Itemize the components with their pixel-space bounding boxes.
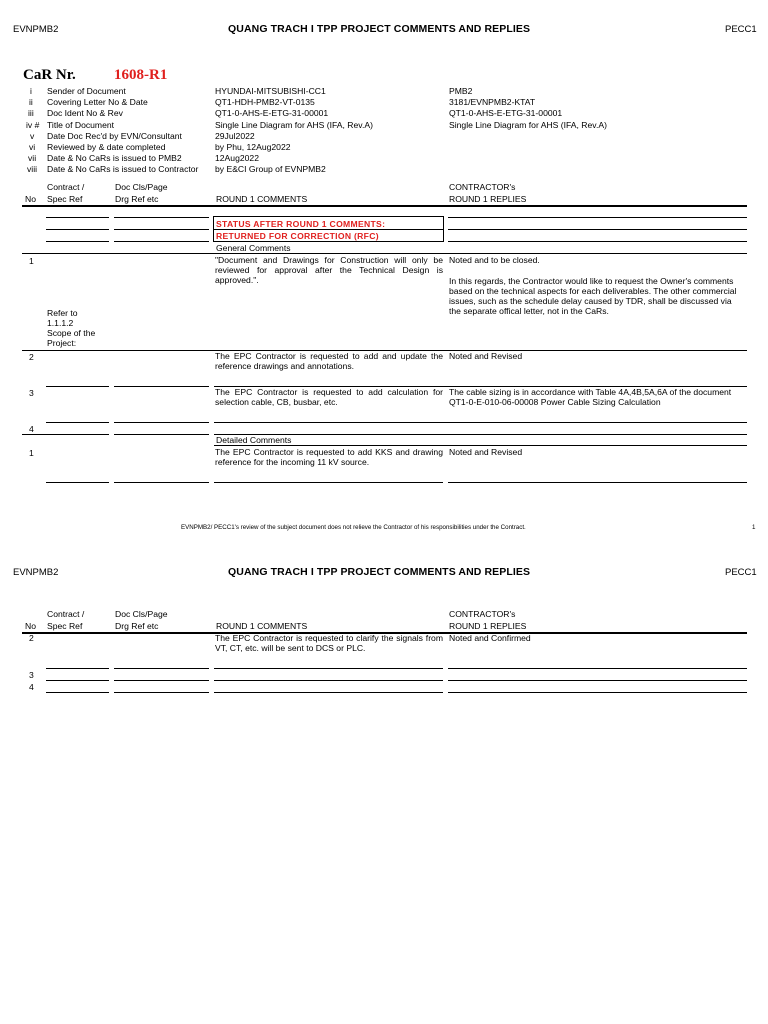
row-line [114,434,209,435]
row-line [214,422,747,423]
info-num: viii [27,164,38,174]
row-line [22,434,109,435]
row-line [22,253,747,254]
info-label: Date & No CaRs is issued to Contractor [47,164,199,174]
row-line [46,386,109,387]
footer-note: EVNPMB2/ PECC1's review of the subject document does not relieve the Contractor of his responsibilities under the Contract. [181,524,526,531]
header-rule [22,205,747,207]
status-value: RETURNED FOR CORRECTION (RFC) [216,231,379,241]
info-num: i [30,86,32,96]
col-doc-line1: Doc Cls/Page [115,609,168,619]
row-line [448,692,747,693]
row-line [46,217,109,218]
row-line [448,217,747,218]
col-replies-line1: CONTRACTOR's [449,609,516,619]
row-line [114,668,209,669]
row-no: 4 [29,682,34,692]
row-no: 4 [29,424,34,434]
row-line [46,692,109,693]
reply-text: Noted and Revised [449,351,523,361]
col-no: No [25,194,36,204]
info-value: 12Aug2022 [215,153,259,163]
col-replies-line2: ROUND 1 REPLIES [449,194,527,204]
info-value: QT1-0-AHS-E-ETG-31-00001 [215,108,329,118]
col-contract-line2: Spec Ref [47,621,83,631]
row-line [448,668,747,669]
info-num: v [30,131,35,141]
col-doc-line1: Doc Cls/Page [115,182,168,192]
col-no: No [25,621,36,631]
comment-text: The EPC Contractor is requested to add and update the reference drawings and annotations. [215,351,443,371]
row-line [214,668,443,669]
col-contract-line1: Contract / [47,609,85,619]
info-label: Date & No CaRs is issued to PMB2 [47,153,182,163]
comment-text: The EPC Contractor is requested to add calculation for selection cable, CB, busbar, etc. [215,387,443,407]
comment-text: The EPC Contractor is requested to add KKS and drawing reference for the incoming 11 kV source. [215,447,443,467]
info-num: iii [28,108,34,118]
row-line [46,482,109,483]
row-no: 1 [29,256,34,266]
reply-text: Noted and Revised [449,447,523,457]
reply-text: In this regards, the Contractor would like to request the Owner's comments based on the technical aspects for each deliverables. The other commercial issues, such as the schedule delay caused by TDR, shall be discussed via the separate offical letter, not in the CaRs. [449,276,737,316]
row-line [46,229,109,230]
page-number: 1 [752,524,756,531]
row-line [114,241,209,242]
reply-text: Noted and to be closed. [449,255,540,265]
info-value: Single Line Diagram for AHS (IFA, Rev.A) [215,120,373,130]
row-line [114,680,209,681]
row-line [114,386,209,387]
info-value: 29Jul2022 [215,131,255,141]
row-line [214,434,747,435]
col-contract-line1: Contract / [47,182,85,192]
info-num: ii [29,97,33,107]
info-value: by E&CI Group of EVNPMB2 [215,164,326,174]
status-title: STATUS AFTER ROUND 1 COMMENTS: [216,219,386,229]
col-contract-line2: Spec Ref [47,194,83,204]
row-line [114,217,209,218]
info-value-2: PMB2 [449,86,473,96]
info-value: HYUNDAI-MITSUBISHI-CC1 [215,86,326,96]
row-line [448,680,747,681]
info-label: Title of Document [47,120,115,130]
col-replies-line1: CONTRACTOR's [449,182,516,192]
spec-ref: Refer to 1.1.1.2 Scope of the Project: [47,308,96,348]
col-replies-line2: ROUND 1 REPLIES [449,621,527,631]
info-label: Sender of Document [47,86,126,96]
row-no: 2 [29,352,34,362]
comment-text: The EPC Contractor is requested to clarify the signals from VT, CT, etc. will be sent to DCS or PLC. [215,633,443,653]
info-label: Date Doc Rec'd by EVN/Consultant [47,131,182,141]
row-line [114,482,209,483]
reply-text: Noted and Confirmed [449,633,531,643]
row-line [114,422,209,423]
row-no: 2 [29,633,34,643]
car-number: 1608-R1 [114,67,168,83]
info-value-2: 3181/EVNPMB2-KTAT [449,97,536,107]
row-line [448,482,747,483]
row-line [214,482,443,483]
col-doc-line2: Drg Ref etc [115,194,159,204]
info-num: vii [28,153,37,163]
row-line [114,229,209,230]
row-line [46,241,109,242]
info-value-2: QT1-0-AHS-E-ETG-31-00001 [449,108,563,118]
row-line [448,229,747,230]
row-line [448,241,747,242]
document-title: QUANG TRACH I TPP PROJECT COMMENTS AND REPLIES [228,566,531,578]
row-no: 3 [29,388,34,398]
info-value: by Phu, 12Aug2022 [215,142,291,152]
row-line [214,680,443,681]
row-line [46,668,109,669]
col-comments: ROUND 1 COMMENTS [216,194,308,204]
reply-text: The cable sizing is in accordance with Table 4A,4B,5A,6A of the document QT1-0-E-010-06-00008 Power Cable Sizing Calculation [449,387,732,407]
info-num: iv # [26,120,40,130]
section-title-detailed: Detailed Comments [216,435,292,445]
info-label: Doc Ident No & Rev [47,108,123,118]
header-left: EVNPMB2 [13,24,59,35]
row-line [46,422,109,423]
car-label: CaR Nr. [23,67,76,83]
col-comments: ROUND 1 COMMENTS [216,621,308,631]
info-label: Reviewed by & date completed [47,142,166,152]
row-no: 1 [29,448,34,458]
row-line [46,680,109,681]
col-doc-line2: Drg Ref etc [115,621,159,631]
row-no: 3 [29,670,34,680]
document-title: QUANG TRACH I TPP PROJECT COMMENTS AND REPLIES [228,23,531,35]
header-left: EVNPMB2 [13,567,59,578]
section-title-general: General Comments [216,243,291,253]
header-right: PECC1 [725,24,757,35]
info-value: QT1-HDH-PMB2-VT-0135 [215,97,315,107]
info-value-2: Single Line Diagram for AHS (IFA, Rev.A) [449,120,607,130]
row-line [114,692,209,693]
header-right: PECC1 [725,567,757,578]
comment-text: "Document and Drawings for Construction will only be reviewed for approval after the Technical Design is approved.". [215,255,443,285]
status-divider [213,229,444,230]
info-label: Covering Letter No & Date [47,97,148,107]
row-line [214,445,747,446]
row-line [214,692,443,693]
info-num: vi [29,142,36,152]
